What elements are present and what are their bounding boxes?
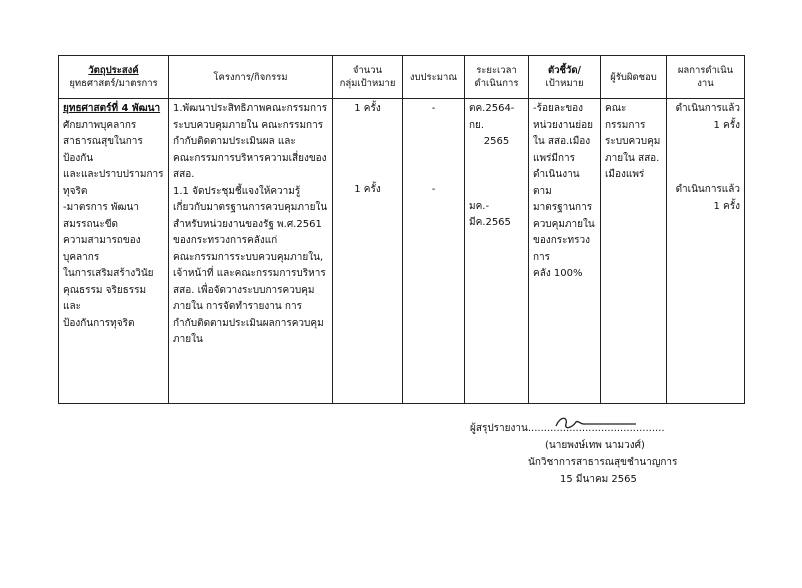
- header-target-line2: กลุ่มเป้าหมาย: [339, 78, 396, 89]
- header-indicator-line1: ตัวชี้วัด/: [548, 65, 581, 76]
- measure-line: สมรรถนะขีด: [63, 218, 119, 230]
- activity2-line: 1.1 จัดประชุมชี้แจงให้ความรู้: [173, 185, 301, 197]
- result-1-line2: 1 ครั้ง: [713, 119, 740, 131]
- activity1-line: ระบบควบคุมภายใน คณะกรรมการ: [173, 119, 324, 131]
- indicator-line: คลัง 100%: [533, 268, 583, 279]
- responsible-line: ภายใน สสอ.: [605, 152, 660, 164]
- period-2: มค.-มีค.2565: [469, 200, 511, 228]
- header-objective-line1: วัตถุประสงค์: [88, 65, 139, 76]
- measure-line: คุณธรรม จริยธรรมและ: [63, 284, 147, 312]
- activity1-line: สสอ.: [173, 169, 195, 180]
- result-2-line1: ดำเนินการแล้ว: [675, 184, 740, 195]
- cell-strategy: [59, 99, 169, 404]
- table-row: [59, 99, 745, 404]
- activity2-line: ของกระทรวงการคลังแก่: [173, 235, 278, 246]
- header-activity: โครงการ/กิจกรรม: [169, 56, 333, 99]
- indicator-line: ใน สสอ.เมือง: [533, 136, 591, 147]
- measure-line: ในการเสริมสร้างวินัย: [63, 268, 154, 279]
- header-target-line1: จำนวน: [352, 65, 383, 76]
- signature-label: ผู้สรุปรายงาน: [470, 423, 528, 434]
- measure-line: ความสามารถของบุคลากร: [63, 235, 141, 263]
- indicator-line: การ: [533, 251, 551, 263]
- indicator-line: หน่วยงานย่อย: [533, 119, 593, 131]
- strategy-line: ทุจริต: [63, 185, 88, 197]
- indicator-line: ดำเนินงานตาม: [533, 169, 580, 197]
- cell-budget: [403, 99, 465, 404]
- result-1-line1: ดำเนินการแล้ว: [675, 103, 740, 114]
- indicator-line: มาตรฐานการ: [533, 202, 593, 213]
- activity2-line: สสอ. เพื่อจัดวางระบบการควบคุม: [173, 284, 315, 296]
- header-budget: งบประมาณ: [403, 56, 465, 99]
- table-header-row: [59, 56, 745, 99]
- target-value-1: 1 ครั้ง: [354, 103, 381, 114]
- header-period-line1: ระยะเวลา: [476, 65, 517, 76]
- handwritten-signature-icon: [550, 412, 640, 434]
- activity1-line: กำกับติดตามประเมินผล และ: [173, 136, 296, 147]
- header-indicator-line2: เป้าหมาย: [545, 78, 584, 89]
- budget-value-2: -: [431, 183, 436, 195]
- activity1-line: คณะกรรมการบริหารความเสี่ยงของ: [173, 152, 327, 164]
- action-plan-table: [58, 55, 745, 404]
- indicator-line: ของกระทรวง: [533, 235, 590, 246]
- signature-block: [470, 420, 750, 488]
- responsible-line: คณะกรรมการ: [605, 103, 646, 131]
- strategy-title: ยุทธศาสตร์ที่ 4 พัฒนา: [63, 103, 161, 114]
- activity2-line: ภายใน การจัดทำรายงาน การ: [173, 301, 302, 312]
- activity2-line: คณะกรรมการระบบควบคุมภายใน,: [173, 251, 324, 263]
- cell-indicator: [529, 99, 601, 404]
- signer-name: (นายพงษ์เทพ นามวงศ์): [545, 440, 645, 451]
- period-1-line2: 2565: [483, 136, 510, 147]
- header-period: [465, 56, 529, 99]
- target-value-2: 1 ครั้ง: [354, 183, 381, 195]
- result-2-line2: 1 ครั้ง: [713, 200, 740, 212]
- budget-value-1: -: [431, 103, 436, 114]
- header-indicator: [529, 56, 601, 99]
- cell-responsible: [601, 99, 667, 404]
- activity2-line: ภายใน: [173, 334, 203, 345]
- indicator-line: ควบคุมภายใน: [533, 218, 595, 230]
- activity2-line: เกี่ยวกับมาตรฐานการควบคุมภายใน: [173, 202, 328, 213]
- measure-line: ป้องกันการทุจริต: [63, 317, 135, 329]
- header-target: [333, 56, 403, 99]
- header-period-line2: ดำเนินการ: [474, 78, 519, 89]
- cell-activity: [169, 99, 333, 404]
- signature-line: [470, 420, 750, 437]
- measure-line: -มาตรการ พัฒนา: [63, 202, 139, 213]
- cell-period: [465, 99, 529, 404]
- strategy-line: และและปราบปรามการ: [63, 169, 164, 180]
- cell-target: [333, 99, 403, 404]
- activity2-line: สำหรับหน่วยงานของรัฐ พ.ศ.2561: [173, 218, 322, 230]
- header-responsible: ผู้รับผิดชอบ: [601, 56, 667, 99]
- signature-dots: ...........................................: [527, 423, 665, 434]
- activity1-line: 1.พัฒนาประสิทธิภาพคณะกรรมการ: [173, 103, 328, 114]
- indicator-line: -ร้อยละของ: [533, 103, 584, 114]
- cell-result: [667, 99, 745, 404]
- report-date: 15 มีนาคม 2565: [560, 474, 637, 485]
- header-objective-line2: ยุทธศาสตร์/มาตรการ: [69, 78, 158, 89]
- strategy-line: ศักยภาพบุคลากร: [63, 119, 137, 131]
- strategy-line: สาธารณสุขในการป้องกัน: [63, 136, 143, 164]
- indicator-line: แพร่มีการ: [533, 152, 576, 164]
- signer-position: นักวิชาการสาธารณสุขชำนาญการ: [528, 457, 678, 468]
- period-1-line1: ตค.2564-กย.: [469, 103, 515, 131]
- header-objective: [59, 56, 169, 99]
- activity2-line: กำกับติดตามประเมินผลการควบคุม: [173, 317, 324, 329]
- header-result: ผลการดำเนินงาน: [667, 56, 745, 99]
- responsible-line: เมืองแพร่: [605, 169, 645, 180]
- responsible-line: ระบบควบคุม: [605, 136, 661, 147]
- activity2-line: เจ้าหน้าที่ และคณะกรรมการบริหาร: [173, 268, 326, 279]
